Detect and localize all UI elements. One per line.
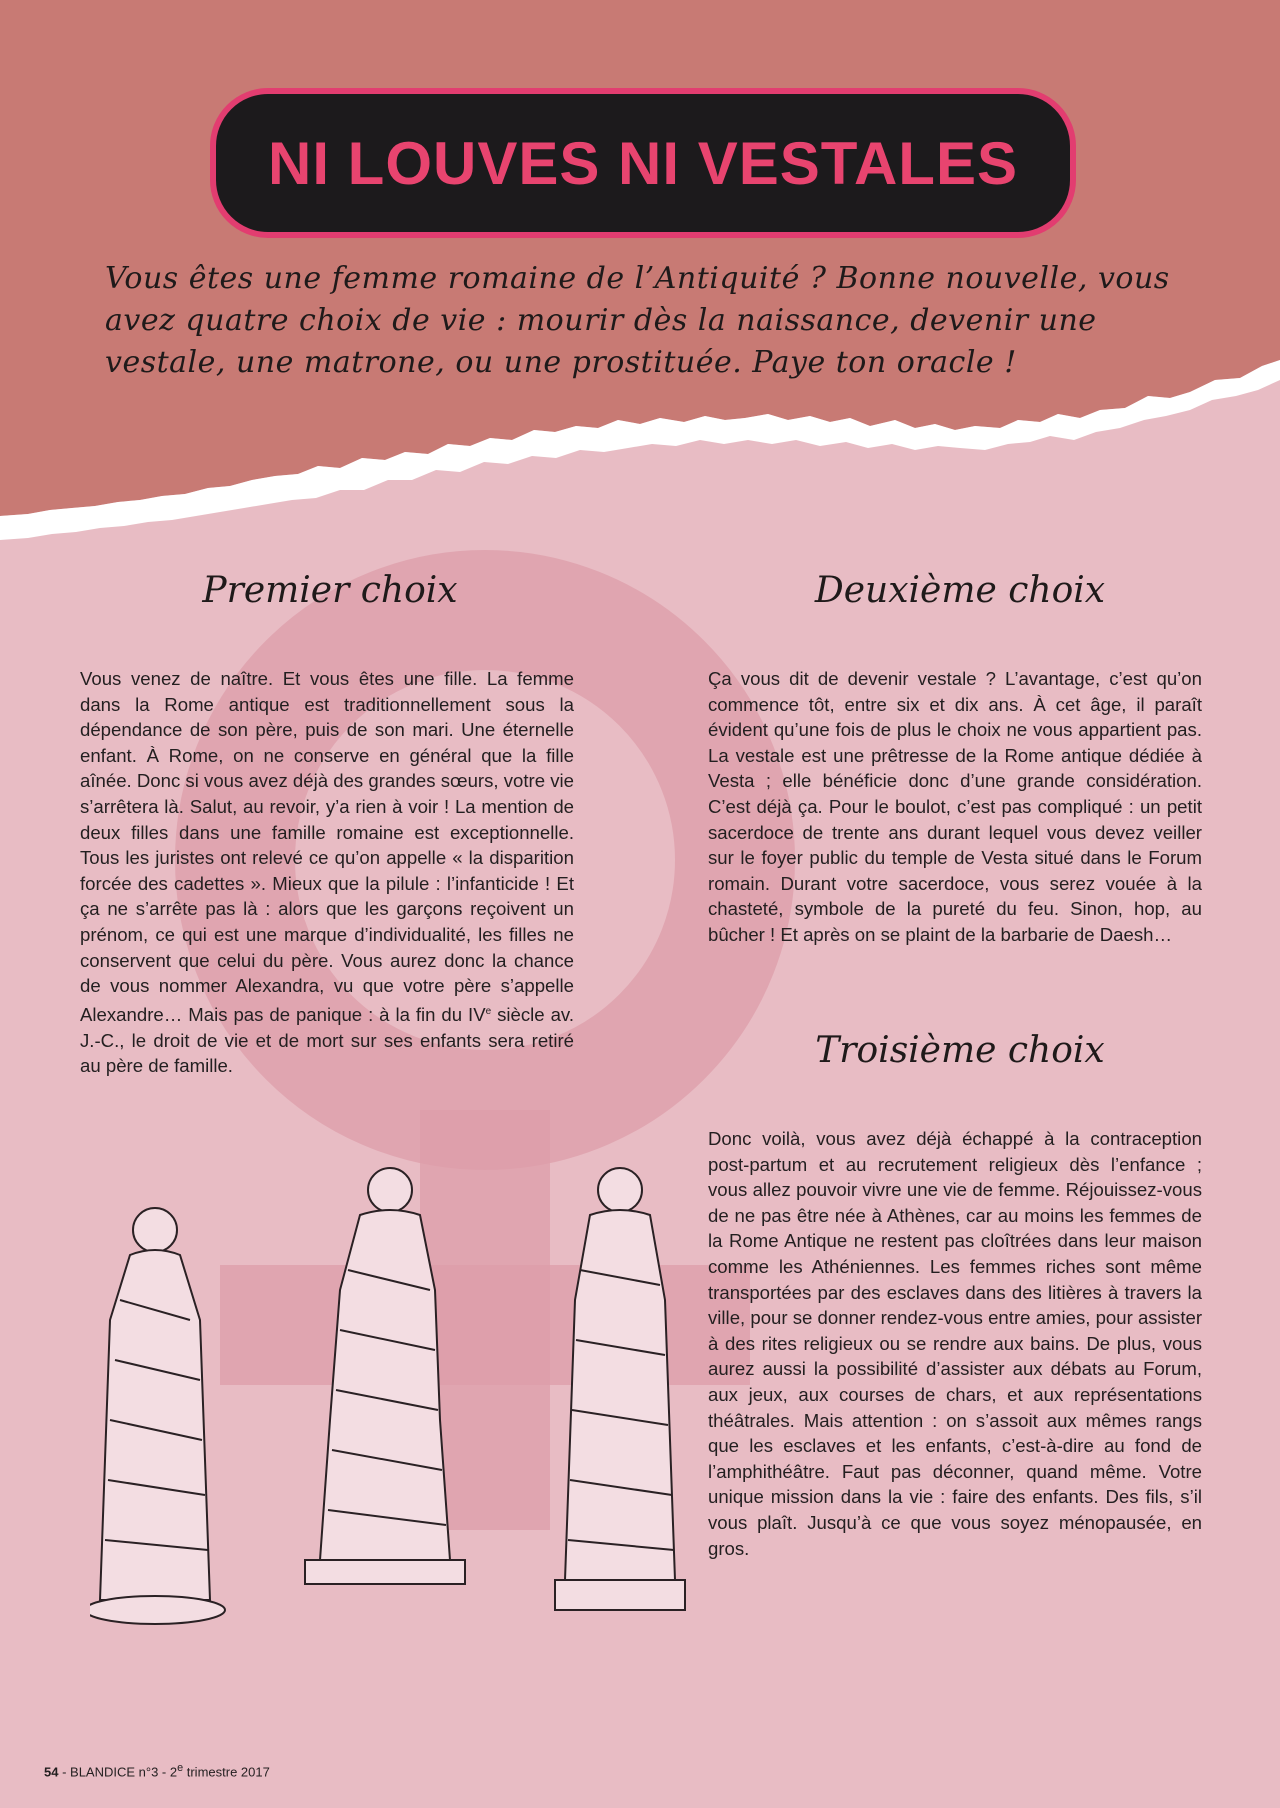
deuxieme-choix-body: Ça vous dit de devenir vestale ? L’avantage, c’est qu’on commence tôt, entre six et dix ans. À cet âge, il paraît évident qu’une fois de plus le choix ne vous appartient pas. La vestale est une prêtresse de la Rome antique dédiée à Vesta ; elle bénéficie donc d’une grande considération. C’est déjà ça. Pour le boulot, c’est pas compliqué : un petit sacerdoce de trente ans durant lequel vous devez veiller sur le foyer public du temple de Vesta situé dans le Forum romain. Durant votre sacerdoce, vous serez vouée à la chasteté, symbole de la pureté du feu. Sinon, hop, au bûcher ! Et après on se plaint de la barbarie de Daesh… xyxy=(708,668,1202,945)
page-title: NI LOUVES NI VESTALES xyxy=(268,129,1018,197)
statue-center xyxy=(305,1168,465,1584)
heading-troisieme-choix: Troisième choix xyxy=(815,1030,1105,1071)
intro-text: Vous êtes une femme romaine de l’Antiquité ? Bonne nouvelle, vous avez quatre choix de vie : mourir dès la naissance, devenir une vestale, une matrone, ou une prostituée. Paye ton oracle ! xyxy=(105,261,1170,380)
heading-deuxieme-choix: Deuxième choix xyxy=(814,570,1106,611)
premier-choix-body: Vous venez de naître. Et vous êtes une fille. La femme dans la Rome antique est traditionnellement sous la dépendance de son père, puis de son mari. Une éternelle enfant. À Rome, on ne conserve en général que la fille aînée. Donc si vous avez déjà des grandes sœurs, votre vie s’arrêtera là. Salut, au revoir, y’a rien à voir ! La mention de deux filles dans une famille romaine est exceptionnelle. Tous les juristes ont relevé ce qu’on appelle « la disparition forcée des cadettes ». Mieux que la pilule : l’infanticide ! Et ça ne s’arrête pas là : alors que les garçons reçoivent un prénom, ce qui est une marque d’individualité, les filles ne conservent que celui du père. Vous aurez donc la chance de vous nommer Alexandra, vu que votre père s’appelle Alexandre… Mais pas de panique : à la fin du IVe siècle av. J.-C., le droit de vie et de mort sur ses enfants sera retiré au père de famille. xyxy=(80,668,575,1077)
roman-statues-illustration xyxy=(90,1160,750,1680)
troisieme-choix-body: Donc voilà, vous avez déjà échappé à la contraception post-partum et au recrutement religieux dès l’enfance ; vous allez pouvoir vivre une vie de femme. Réjouissez-vous de ne pas être née à Athènes, car au moins les femmes de la Rome Antique ne restent pas cloîtrées dans leur maison comme les Athéniennes. Les femmes riches sont même transportées par des esclaves dans des litières à travers la ville, pour se donner rendez-vous entre amies, pour assister à des rites religieux ou se rendre aux bains. De plus, vous aurez aussi la possibilité d’assister aux débats au Forum, aux jeux, aux courses de chars, et aux représentations théâtrales. Mais attention : on s’assoit aux mêmes rangs que les esclaves et les enfants, c’est-à-dire au fond de l’amphithéâtre. Faut pas déconner, quand même. Votre unique mission dans la vie : faire des enfants. Des fils, s’il vous plaît. Jusqu’à ce que vous soyez ménopausée, en gros. xyxy=(708,1128,1203,1559)
statue-left xyxy=(90,1208,225,1624)
page-number: 54 xyxy=(44,1764,59,1780)
page-footer: 54 - BLANDICE n°3 - 2e trimestre 2017 xyxy=(44,1762,270,1780)
title-banner xyxy=(210,88,1076,238)
heading-premier-choix: Premier choix xyxy=(202,570,458,611)
statue-right xyxy=(555,1168,685,1610)
